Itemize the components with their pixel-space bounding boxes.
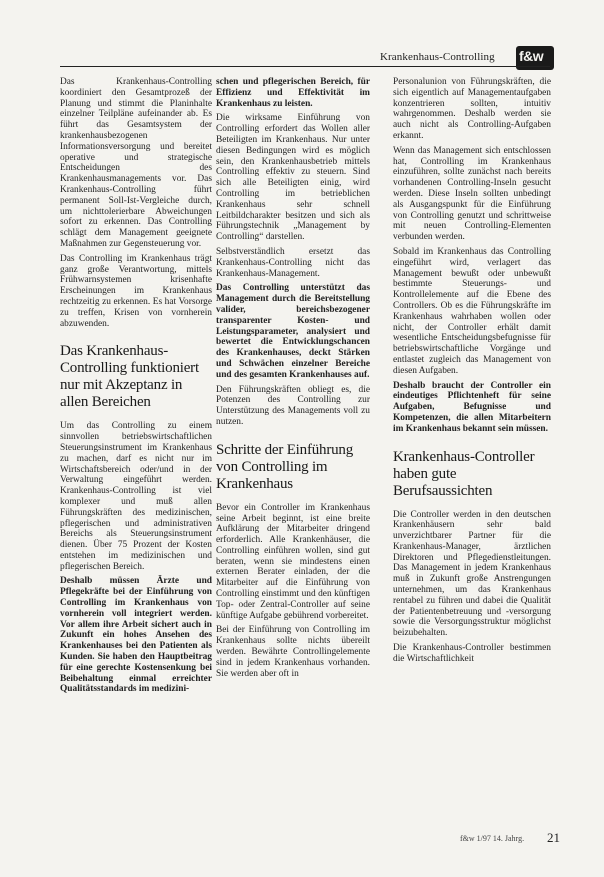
text-column-1: [60, 77, 212, 699]
paragraph: Die Krankenhaus-Controller bestimmen die Wirtschaftlichkeit: [393, 643, 551, 664]
paragraph: Den Führungskräften obliegt es, die Potenzen des Controlling zur Unterstützung des Managements voll zu nutzen.: [216, 384, 370, 427]
paragraph: Um das Controlling zu einem sinnvollen betriebswirtschaftlichen Steuerungsinstrument im Krankenhaus zu machen, darf es nicht nur im Wirtschaftsbereich oder/und in der Verwaltung eingeführt werden. Krankenhaus-Controlling ist viel komplexer und muß allen Führungskräften des medizinischen, pflegerischen und administrativen Bereichs als Steuerungsinstrument dienen. Über 75 Prozent der Kosten entstehen im medizinischen und pflegerischen Bereich.: [60, 421, 212, 572]
paragraph: Personalunion von Führungskräften, die sich eigentlich auf Managementaufgaben konzentrieren sollten, intuitiv wahrgenommen. Deshalb werden sie auch nicht als Controlling-Aufgaben erkannt.: [393, 77, 551, 141]
bold-paragraph: Das Controlling unterstützt das Management durch die Bereitstellung valider, bereichsbezogener transparenter Kosten- und Leistungsparameter, analysiert und bewertet die Entwicklungschancen des Krankenhauses, deckt Stärken und Schwächen einzelner Bereiche und des gesamten Krankenhauses auf.: [216, 283, 370, 380]
text-column-2: [216, 77, 370, 683]
bold-paragraph: schen und pflegerischen Bereich, für Effizienz und Effektivität im Krankenhaus zu leisten.: [216, 77, 370, 109]
section-heading: Krankenhaus-Controller haben gute Berufsaussichten: [393, 448, 535, 499]
header-rule: [60, 66, 550, 67]
bold-paragraph: Deshalb braucht der Controller ein eindeutiges Pflichtenheft für seine Aufgaben, Befugnisse und Kompetenzen, die allen Mitarbeitern im Krankenhaus bekannt sein müssen.: [393, 380, 551, 434]
paragraph: Bei der Einführung von Controlling im Krankenhaus sollte nichts übereilt werden. Bewährte Controllingelemente sind in jedem Krankenhaus vorhanden. Sie werden aber oft in: [216, 625, 370, 679]
paragraph: Sobald im Krankenhaus das Controlling eingeführt wird, verlagert das Management bewußt oder unbewußt bestimmte Steuerungs- und Kontrollelemente auf die Ebene des Controllers. Ob es die Führungskräfte im Krankenhaus wahrhaben wollen oder nicht, der Controller erhält damit wesentliche Entscheidungsbefugnisse für betriebswirtschaftliche Vorgänge und entlastet zugleich das Management von diesen Aufgaben.: [393, 246, 551, 376]
section-heading: Schritte der Einführung von Controlling im Krankenhaus: [216, 441, 354, 492]
page-number: 21: [547, 830, 560, 845]
paragraph: Bevor ein Controller im Krankenhaus seine Arbeit beginnt, ist eine breite Aufklärung der Mitarbeiter dringend erforderlich. Alle Krankenhäuser, die Controlling einführen wollen, sind gut beraten, wenn sie mindestens einen externen Berater einladen, der die Mitarbeiter auf die Einführung von Controlling einstimmt und den künftigen Top- oder Zentral-Controller auf seine künftige Aufgabe gebührend vorbereitet.: [216, 502, 370, 621]
bold-paragraph: Deshalb müssen Ärzte und Pflegekräfte bei der Einführung von Controlling im Krankenhaus von vornherein voll integriert werden. Vor allem ihre Arbeit sichert auch in Zukunft ein hohes Ansehen des Krankenhauses bei den Patienten als Kunden. Sie haben den Hauptbeitrag für eine gerechte Kostensenkung bei Beibehaltung einmal erreichter Qualitätsstandards im medizini-: [60, 576, 212, 695]
paragraph: Selbstverständlich ersetzt das Krankenhaus-Controlling nicht das Krankenhaus-Management.: [216, 246, 370, 279]
issue-reference: f&w 1/97 14. Jahrg.: [460, 834, 525, 843]
paragraph: Wenn das Management sich entschlossen hat, Controlling im Krankenhaus einzuführen, sollte zunächst nach bereits vorhandenen Controlling-Inseln gesucht werden. Diese Inseln sollten unbedingt als Ausgangspunkt für die Einführung von Controlling genutzt und schrittweise mit neuen Controlling-Elementen verbunden werden.: [393, 145, 551, 243]
paragraph: Das Krankenhaus-Controlling koordiniert den Gesamtprozeß der Planung und stimmt die Planinhalte einzelner Teilpläne aufeinander ab. Es führt das Gesamtsystem der krankenhausbezogenen Informationsversorgung und bereitet operative und strategische Entscheidungen des Krankenhausmanagements vor. Das Krankenhaus-Controlling führt permanent Soll-Ist-Vergleiche durch, um nichttolerierbare Abweichungen sofort zu erkennen. Das Controlling schlägt dem Management geeignete Maßnahmen zur Gegensteuerung vor.: [60, 77, 212, 249]
text-column-3: [393, 77, 551, 669]
section-title: Krankenhaus-Controlling: [380, 51, 495, 63]
paragraph: Die wirksame Einführung von Controlling erfordert das Wollen aller Beteiligten im Krankenhaus. Nur unter diesen Bedingungen wird es möglich sein, den Krankenhausbetrieb mittels Controlling effektiv zu steuern. Sind sich alle Beteiligten einig, wird Controlling im betrieblichen Krankenhaus sehr schnell Leitbildcharakter besitzen und sich als Führungstechnik „Management by Controlling“ darstellen.: [216, 113, 370, 243]
logo-text: f&w: [519, 48, 544, 64]
paragraph: Das Controlling im Krankenhaus trägt ganz große Verantwortung, mittels Frühwarnsystemen krisenhafte Erscheinungen im Krankenhaus rechtzeitig zu erkennen. Es hat Vorsorge zu treffen, Krisen von vornherein abzuwenden.: [60, 253, 212, 329]
section-heading: Das Krankenhaus-Controlling funktioniert nur mit Akzeptanz in allen Bereichen: [60, 343, 199, 411]
paragraph: Die Controller werden in den deutschen Krankenhäusern sehr bald unverzichtbarer Partner für die Krankenhaus-Manager, ärztlichen Direktoren und Pflegedienstleitungen. Das Management in jedem Krankenhaus muß in Zukunft große Anstrengungen unternehmen, um das Krankenhaus rentabel zu führen und dabei die Qualität der Patientenbetreuung und -versorgung sowie die Versorgungsstruktur möglichst beizubehalten.: [393, 509, 551, 639]
